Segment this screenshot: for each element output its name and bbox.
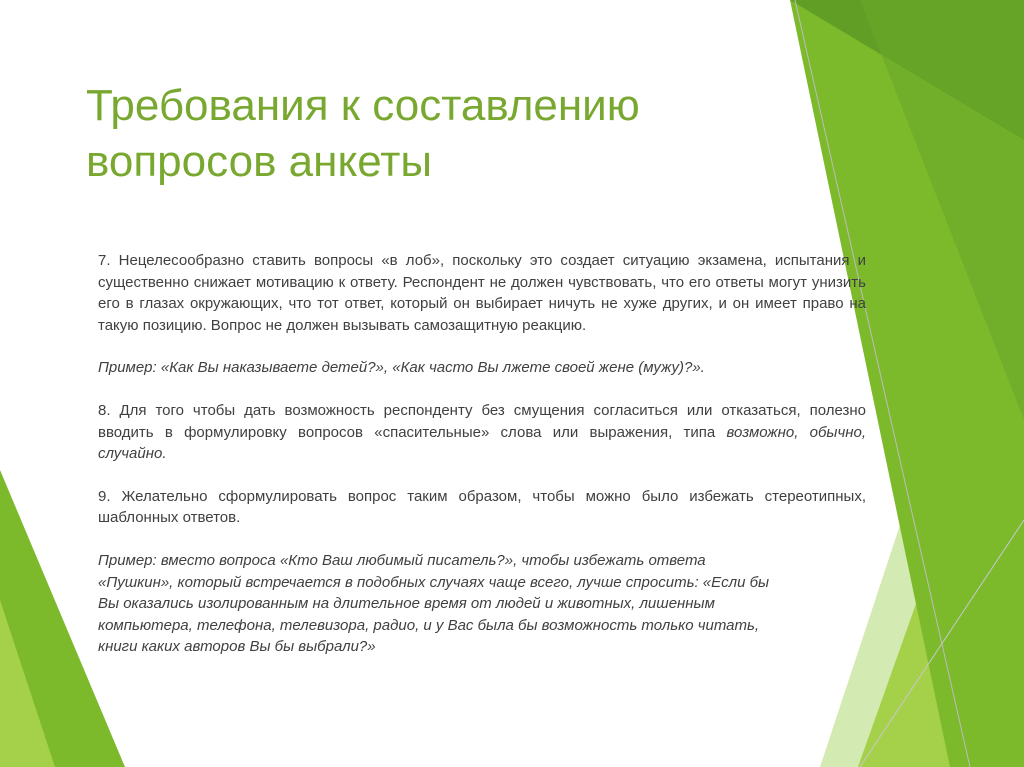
paragraph-9: 9. Желательно сформулировать вопрос таким образом, чтобы можно было избежать стереотипных, шаблонных ответов.	[98, 487, 866, 527]
paragraph-8-italic: возможно, обычно, случайно.	[98, 423, 866, 463]
paragraph-7: 7. Нецелесообразно ставить вопросы «в лоб», поскольку это создает ситуацию экзамена, испытания и существенно снижает мотивацию к ответу. Респондент не должен чувствовать, что его ответы могут унизить его в глазах окружающих, что тот ответ, который он выбирает ничуть не хуже других, и он имеет право на такую позицию. Вопрос не должен вызывать самозащитную реакцию.	[98, 252, 866, 334]
example-2	[98, 550, 866, 658]
paragraph-8-text: 8. Для того чтобы дать возможность респонденту без смущения согласиться или отказаться, полезно вводить в формулировку вопросов «спасительные» слова или выражения, типа	[98, 401, 866, 441]
slide-title	[86, 78, 786, 190]
example-2-line: «Пушкин», который встречается в подобных случаях чаще всего, лучше спросить: «Если бы	[98, 573, 770, 591]
title-line-1: Требования к составлению	[86, 81, 640, 130]
example-2-line: компьютера, телефона, телевизора, радио, и у Вас была бы возможность только читать,	[98, 616, 760, 634]
title-line-2: вопросов анкеты	[86, 137, 432, 186]
example-1: Пример: «Как Вы наказываете детей?», «Как часто Вы лжете своей жене (мужу)?».	[98, 359, 705, 377]
example-2-line: книги каких авторов Вы бы выбрали?»	[98, 638, 376, 656]
example-2-line: Вы оказались изолированным на длительное время от людей и животных, лишенным	[98, 595, 715, 613]
slide-body	[98, 250, 866, 658]
paragraph-8	[98, 400, 866, 465]
example-2-line: Пример: вместо вопроса «Кто Ваш любимый писатель?», чтобы избежать ответа	[98, 551, 706, 569]
